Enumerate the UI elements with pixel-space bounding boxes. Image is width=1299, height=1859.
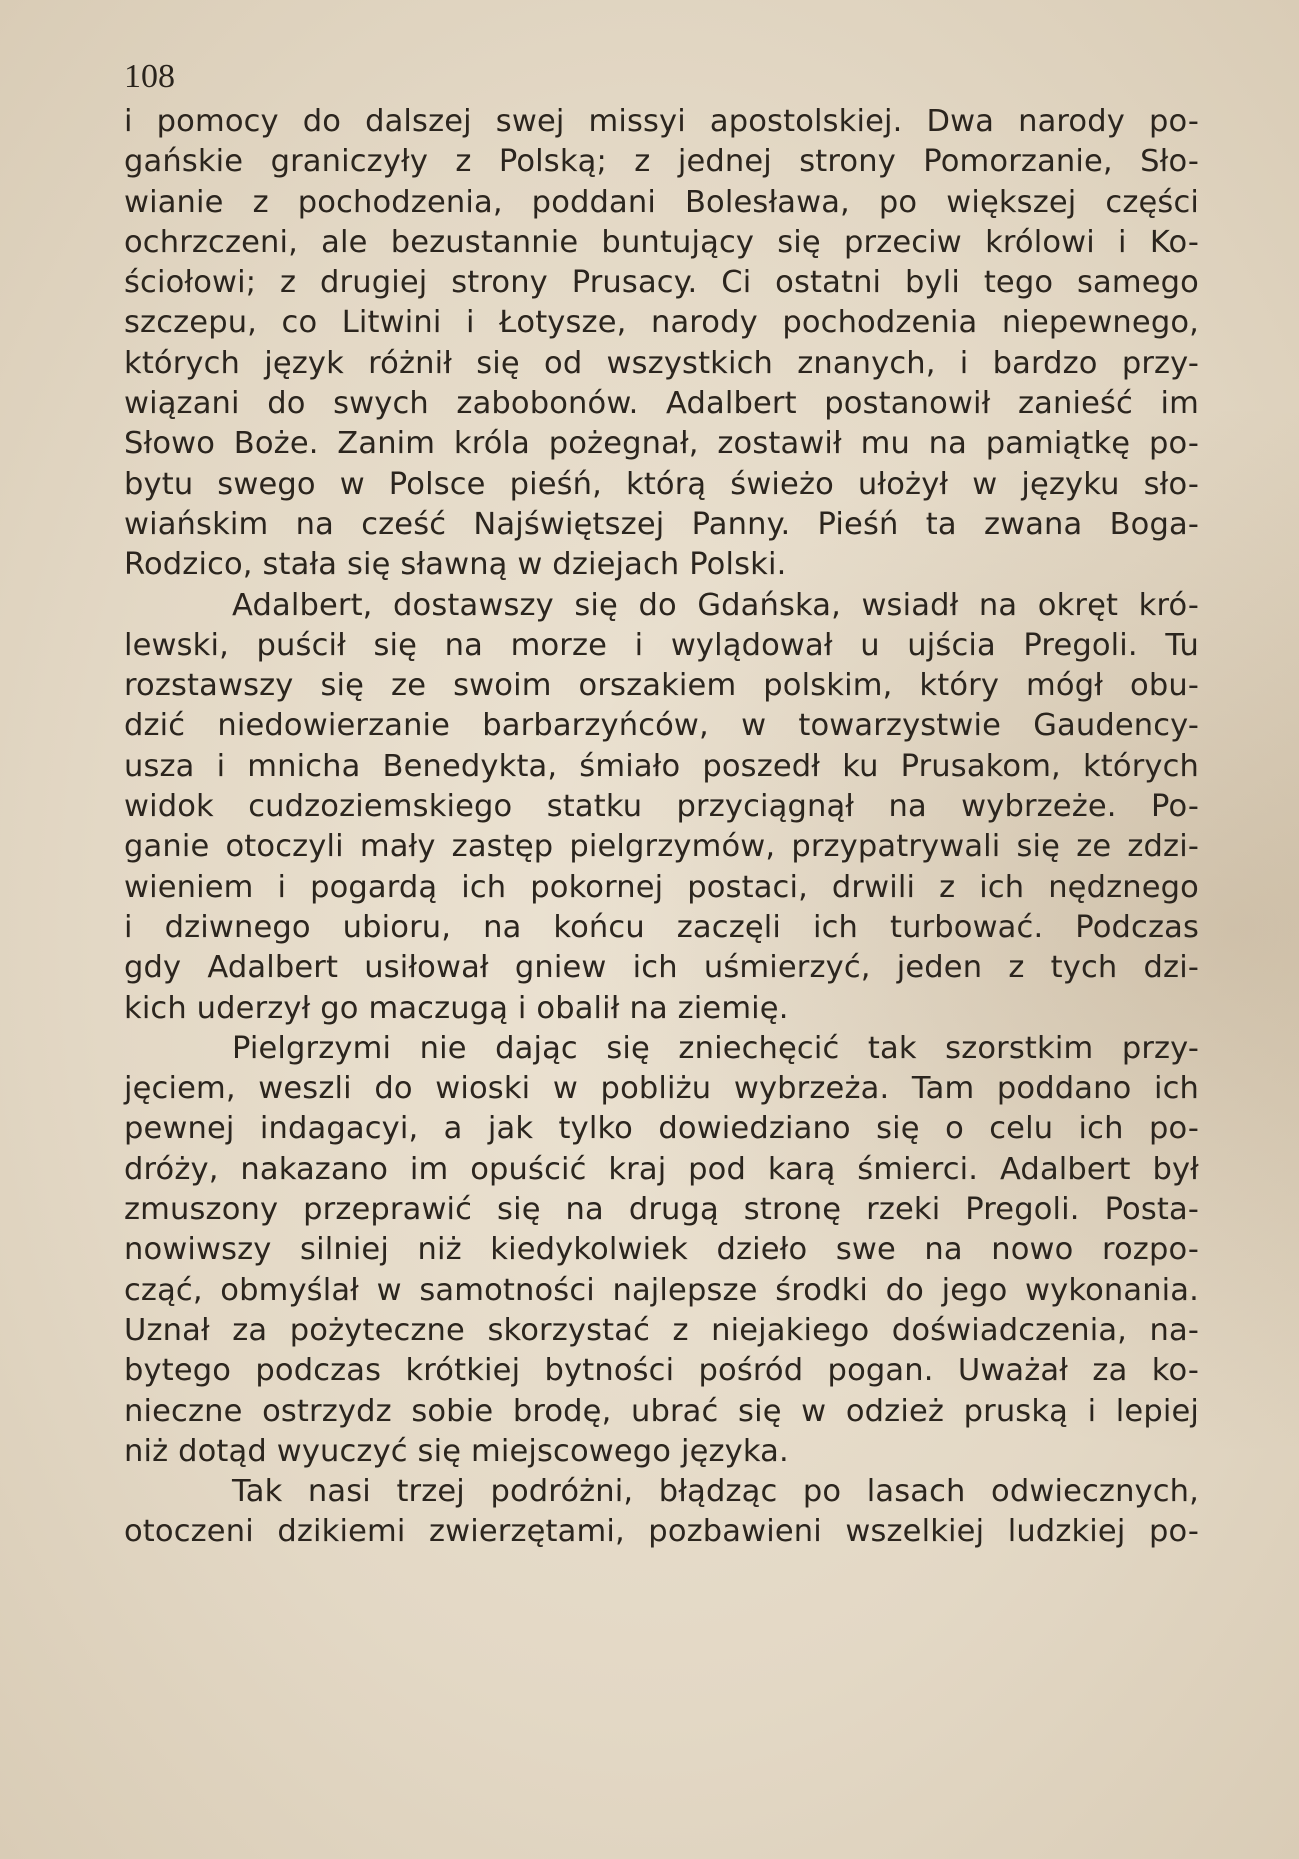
text-line: dzić niedowierzanie barbarzyńców, w towarzystwie Gaudency- [124,708,1199,744]
text-line: bytego podczas krótkiej bytności pośród pogan. Uważał za ko- [124,1353,1199,1389]
text-line: Rodzico, stała się sławną w dziejach Polski. [124,547,787,583]
text-line: ganie otoczyli mały zastęp pielgrzymów, przypatrywali się ze zdzi- [124,829,1199,865]
text-line: cząć, obmyślał w samotności najlepsze środki do jego wykonania. [124,1272,1199,1308]
paragraph [124,1029,1199,1472]
page-number: 108 [124,58,175,95]
text-line: rozstawszy się ze swoim orszakiem polskim, który mógł obu- [124,668,1199,704]
body-text [124,102,1199,1553]
text-line: wiańskim na cześć Najświętszej Panny. Pieśń ta zwana Boga- [124,506,1199,542]
text-line: wieniem i pogardą ich pokornej postaci, drwili z ich nędznego [124,869,1199,905]
text-line: usza i mnicha Benedykta, śmiało poszedł ku Prusakom, których [124,748,1199,784]
text-line: gańskie graniczyły z Polską; z jednej strony Pomorzanie, Sło- [124,144,1199,180]
text-line: bytu swego w Polsce pieśń, którą świeżo ułożył w języku sło- [124,466,1199,502]
text-line: Tak nasi trzej podróżni, błądząc po lasach odwiecznych, [232,1474,1199,1510]
text-line: gdy Adalbert usiłował gniew ich uśmierzyć, jeden z tych dzi- [124,950,1199,986]
text-line: kich uderzył go maczugą i obalił na ziemię. [124,990,789,1026]
text-line: i dziwnego ubioru, na końcu zaczęli ich turbować. Podczas [124,909,1199,945]
text-line: jęciem, weszli do wioski w pobliżu wybrzeża. Tam poddano ich [124,1071,1199,1107]
paragraph [124,1472,1199,1553]
text-line: lewski, puścił się na morze i wylądował u ujścia Pregoli. Tu [124,627,1199,663]
paragraph [124,586,1199,1029]
text-line: i pomocy do dalszej swej missyi apostolskiej. Dwa narody po- [124,104,1199,139]
text-line: zmuszony przeprawić się na drugą stronę rzeki Pregoli. Posta- [124,1192,1199,1228]
text-line: nowiwszy silniej niż kiedykolwiek dzieło swe na nowo rozpo- [124,1232,1199,1268]
text-line: ściołowi; z drugiej strony Prusacy. Ci ostatni byli tego samego [124,265,1199,301]
text-line: niż dotąd wyuczyć się miejscowego języka. [124,1433,789,1469]
text-line: dróży, nakazano im opuścić kraj pod karą śmierci. Adalbert był [124,1151,1199,1187]
text-line: których język różnił się od wszystkich znanych, i bardzo przy- [124,345,1199,381]
text-line: wiązani do swych zabobonów. Adalbert postanowił zanieść im [124,386,1199,422]
text-line: Pielgrzymi nie dając się zniechęcić tak szorstkim przy- [232,1030,1199,1066]
text-line: widok cudzoziemskiego statku przyciągnął na wybrzeże. Po- [124,789,1199,825]
text-line: Słowo Boże. Zanim króla pożegnał, zostawił mu na pamiątkę po- [124,426,1199,462]
text-line: Adalbert, dostawszy się do Gdańska, wsiadł na okręt kró- [232,587,1199,623]
text-line: wianie z pochodzenia, poddani Bolesława, po większej części [124,184,1199,220]
text-line: otoczeni dzikiemi zwierzętami, pozbawieni wszelkiej ludzkiej po- [124,1514,1199,1550]
text-line: ochrzczeni, ale bezustannie buntujący się przeciw królowi i Ko- [124,224,1199,260]
paragraph [124,102,1199,586]
text-line: pewnej indagacyi, a jak tylko dowiedziano się o celu ich po- [124,1111,1199,1147]
text-line: Uznał za pożyteczne skorzystać z niejakiego doświadczenia, na- [124,1312,1199,1348]
text-line: szczepu, co Litwini i Łotysze, narody pochodzenia niepewnego, [124,305,1199,341]
text-line: nieczne ostrzydz sobie brodę, ubrać się w odzież pruską i lepiej [124,1393,1199,1429]
